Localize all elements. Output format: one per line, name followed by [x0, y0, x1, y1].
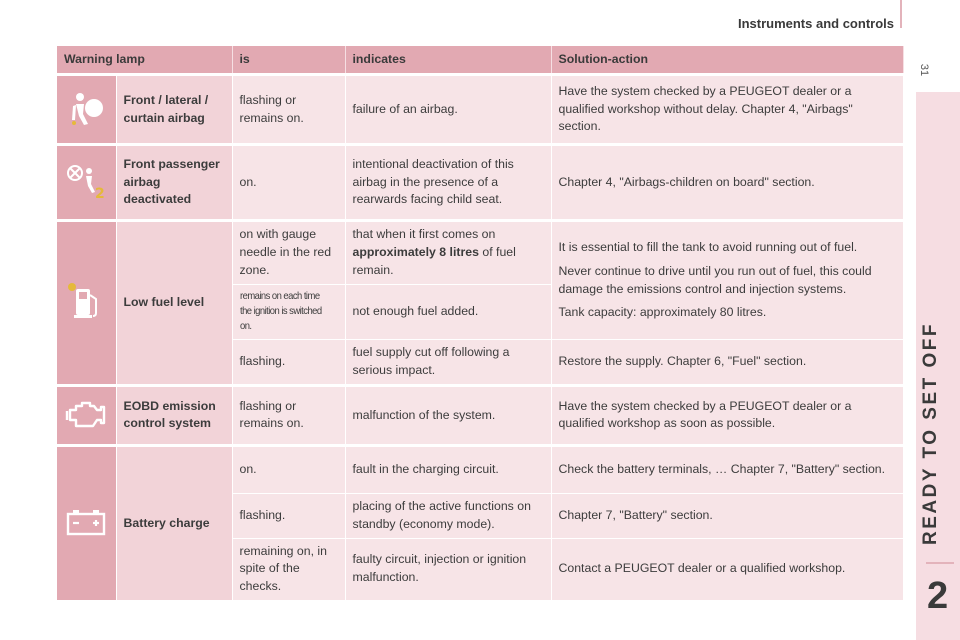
lamp-indicates: failure of an airbag. [345, 75, 551, 145]
indicates-bold-text: approximately 8 litres [352, 245, 479, 260]
table-row [57, 385, 903, 445]
svg-text:2: 2 [95, 185, 105, 202]
page-number: 31 [918, 63, 931, 77]
lamp-status: remaining on, in spite of the checks. [232, 538, 345, 600]
chapter-divider [926, 562, 954, 564]
lamp-solution [551, 221, 903, 340]
lamp-solution: Chapter 7, "Battery" section. [551, 493, 903, 538]
lamp-indicates: malfunction of the system. [345, 385, 551, 445]
table-row [57, 221, 903, 285]
chapter-title-text: READY TO SET OFF [920, 322, 941, 545]
lamp-icon-cell [57, 385, 116, 445]
lamp-indicates: intentional deactivation of this airbag in the presence of a rearwards facing child seat. [345, 145, 551, 221]
lamp-status: flashing or remains on. [232, 75, 345, 145]
fuel-pump-icon [66, 281, 106, 325]
lamp-status [232, 285, 345, 340]
engine-icon [64, 398, 108, 432]
lamp-name: Battery charge [116, 445, 232, 600]
lamp-name: EOBD emission control system [116, 385, 232, 445]
lamp-solution: Have the system checked by a PEUGEOT dealer or a qualified workshop without delay. Chapter 4, "Airbags" section. [551, 75, 903, 145]
lamp-indicates: fault in the charging circuit. [345, 445, 551, 493]
header-is: is [232, 46, 345, 75]
table-row [57, 75, 903, 145]
lamp-name: Low fuel level [116, 221, 232, 386]
lamp-name: Front / lateral / curtain airbag [116, 75, 232, 145]
lamp-indicates: placing of the active functions on standby (economy mode). [345, 493, 551, 538]
lamp-status: flashing or remains on. [232, 385, 345, 445]
lamp-indicates: faulty circuit, injection or ignition malfunction. [345, 538, 551, 600]
solution-paragraph: Tank capacity: approximately 80 litres. [558, 305, 767, 320]
lamp-solution: Chapter 4, "Airbags-children on board" section. [551, 145, 903, 221]
lamp-solution: Have the system checked by a PEUGEOT dealer or a qualified workshop as soon as possible. [551, 385, 903, 445]
lamp-status: on. [232, 445, 345, 493]
lamp-icon-cell [57, 221, 116, 386]
lamp-status-text: remains on each time the ignition is switched on. [239, 290, 322, 333]
warning-lamps-table [57, 46, 904, 601]
battery-icon [65, 508, 107, 538]
lamp-indicates: not enough fuel added. [345, 285, 551, 340]
header-warning-lamp: Warning lamp [57, 46, 232, 75]
lamp-status: flashing. [232, 493, 345, 538]
indicates-text: that when it first comes on [352, 227, 496, 242]
header-solution-action: Solution-action [551, 46, 903, 75]
lamp-solution: Contact a PEUGEOT dealer or a qualified workshop. [551, 538, 903, 600]
solution-paragraph: Never continue to drive until you run out of fuel, this could damage the emissions control and injection systems. [558, 263, 872, 296]
airbag-icon [66, 90, 106, 130]
lamp-icon-cell [57, 145, 116, 221]
table-row [57, 445, 903, 493]
header-rule [900, 0, 902, 28]
table-header-row [57, 46, 903, 75]
indicates-text: of fuel remain. [352, 245, 516, 277]
lamp-icon-cell [57, 445, 116, 600]
lamp-status: flashing. [232, 340, 345, 386]
lamp-status: on. [232, 145, 345, 221]
lamp-icon-cell [57, 75, 116, 145]
lamp-indicates: fuel supply cut off following a serious impact. [345, 340, 551, 386]
lamp-name: Front passenger airbag deactivated [116, 145, 232, 221]
passenger-airbag-off-icon [65, 162, 107, 204]
lamp-solution: Restore the supply. Chapter 6, "Fuel" section. [551, 340, 903, 386]
lamp-status: on with gauge needle in the red zone. [232, 221, 345, 285]
solution-paragraph: It is essential to fill the tank to avoid running out of fuel. [558, 239, 858, 254]
lamp-indicates [345, 221, 551, 285]
lamp-solution: Check the battery terminals, … Chapter 7, "Battery" section. [551, 445, 903, 493]
header-indicates: indicates [345, 46, 551, 75]
page-header-title: Instruments and controls [737, 16, 894, 31]
table-row [57, 145, 903, 221]
chapter-number: 2 [927, 575, 949, 617]
